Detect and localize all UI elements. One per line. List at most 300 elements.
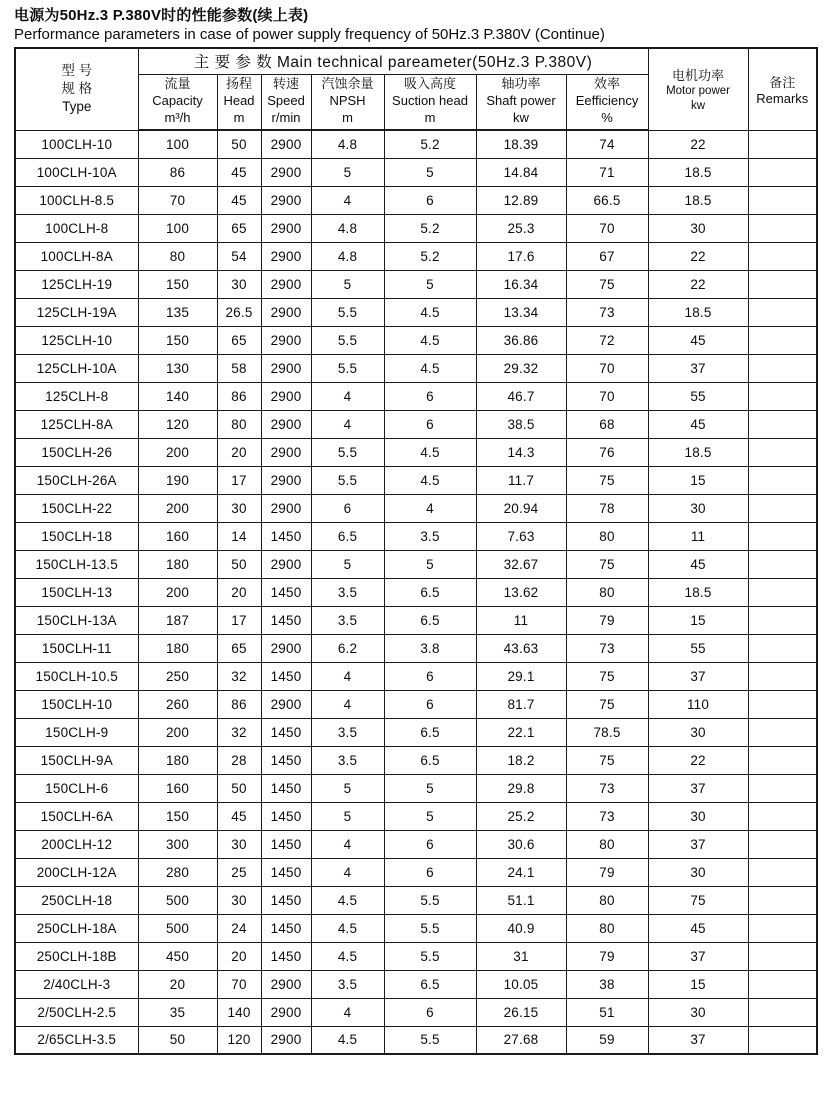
cell-capacity: 86 xyxy=(138,158,217,186)
cell-capacity: 250 xyxy=(138,662,217,690)
table-row xyxy=(15,1026,817,1054)
cell-suction-head: 6 xyxy=(384,410,476,438)
cell-type: 150CLH-26 xyxy=(15,438,138,466)
cell-type: 250CLH-18B xyxy=(15,942,138,970)
cell-head: 17 xyxy=(217,466,261,494)
cell-remarks xyxy=(748,998,817,1026)
table-row xyxy=(15,662,817,690)
cell-remarks xyxy=(748,1026,817,1054)
cell-shaft-power: 27.68 xyxy=(476,1026,566,1054)
cell-speed: 2900 xyxy=(261,998,311,1026)
cell-remarks xyxy=(748,438,817,466)
cell-suction-head: 5 xyxy=(384,550,476,578)
cell-head: 24 xyxy=(217,914,261,942)
header-row-group xyxy=(15,48,817,74)
cell-remarks xyxy=(748,382,817,410)
table-row xyxy=(15,942,817,970)
cell-suction-head: 6 xyxy=(384,830,476,858)
cell-speed: 2900 xyxy=(261,438,311,466)
cell-head: 65 xyxy=(217,326,261,354)
cell-shaft-power: 18.39 xyxy=(476,130,566,158)
cell-capacity: 20 xyxy=(138,970,217,998)
cell-npsh: 5.5 xyxy=(311,438,384,466)
cell-motor-power: 22 xyxy=(648,242,748,270)
cell-efficiency: 73 xyxy=(566,634,648,662)
table-row xyxy=(15,158,817,186)
cell-head: 86 xyxy=(217,690,261,718)
cell-npsh: 4.5 xyxy=(311,942,384,970)
table-row xyxy=(15,802,817,830)
cell-capacity: 100 xyxy=(138,214,217,242)
cell-type: 150CLH-26A xyxy=(15,466,138,494)
cell-capacity: 300 xyxy=(138,830,217,858)
table-row xyxy=(15,914,817,942)
cell-speed: 1450 xyxy=(261,942,311,970)
cell-type: 150CLH-10 xyxy=(15,690,138,718)
cell-type: 200CLH-12 xyxy=(15,830,138,858)
cell-shaft-power: 43.63 xyxy=(476,634,566,662)
cell-shaft-power: 31 xyxy=(476,942,566,970)
cell-shaft-power: 29.8 xyxy=(476,774,566,802)
cell-head: 30 xyxy=(217,830,261,858)
column-header-speed: 转速 Speed r/min xyxy=(261,74,311,130)
cell-suction-head: 5.2 xyxy=(384,242,476,270)
table-row xyxy=(15,970,817,998)
cell-motor-power: 37 xyxy=(648,1026,748,1054)
cell-motor-power: 30 xyxy=(648,214,748,242)
cell-efficiency: 73 xyxy=(566,298,648,326)
table-row xyxy=(15,270,817,298)
cell-type: 100CLH-8.5 xyxy=(15,186,138,214)
cell-motor-power: 30 xyxy=(648,858,748,886)
cell-efficiency: 72 xyxy=(566,326,648,354)
cell-npsh: 5 xyxy=(311,774,384,802)
cell-efficiency: 75 xyxy=(566,270,648,298)
table-header xyxy=(15,48,817,130)
cell-speed: 2900 xyxy=(261,410,311,438)
cell-head: 50 xyxy=(217,774,261,802)
table-row xyxy=(15,242,817,270)
table-row xyxy=(15,550,817,578)
cell-remarks xyxy=(748,242,817,270)
cell-type: 100CLH-8A xyxy=(15,242,138,270)
cell-type: 150CLH-6 xyxy=(15,774,138,802)
cell-motor-power: 18.5 xyxy=(648,578,748,606)
cell-capacity: 135 xyxy=(138,298,217,326)
column-header-remarks xyxy=(748,48,817,130)
cell-remarks xyxy=(748,634,817,662)
cell-type: 100CLH-10A xyxy=(15,158,138,186)
group-header-main-parameters: 主 要 参 数 Main technical pareameter(50Hz.3 P.380V) xyxy=(138,48,648,74)
cell-head: 65 xyxy=(217,214,261,242)
cell-suction-head: 5 xyxy=(384,158,476,186)
cell-head: 32 xyxy=(217,662,261,690)
cell-speed: 1450 xyxy=(261,886,311,914)
cell-type: 150CLH-6A xyxy=(15,802,138,830)
cell-capacity: 50 xyxy=(138,1026,217,1054)
cell-shaft-power: 40.9 xyxy=(476,914,566,942)
cell-shaft-power: 38.5 xyxy=(476,410,566,438)
cell-suction-head: 6 xyxy=(384,186,476,214)
cell-remarks xyxy=(748,298,817,326)
cell-motor-power: 22 xyxy=(648,270,748,298)
cell-efficiency: 75 xyxy=(566,466,648,494)
cell-head: 26.5 xyxy=(217,298,261,326)
cell-npsh: 5.5 xyxy=(311,466,384,494)
cell-npsh: 5 xyxy=(311,550,384,578)
cell-suction-head: 6.5 xyxy=(384,718,476,746)
cell-shaft-power: 30.6 xyxy=(476,830,566,858)
cell-npsh: 3.5 xyxy=(311,970,384,998)
cell-shaft-power: 25.3 xyxy=(476,214,566,242)
cell-motor-power: 15 xyxy=(648,606,748,634)
cell-remarks xyxy=(748,550,817,578)
cell-capacity: 150 xyxy=(138,326,217,354)
cell-capacity: 130 xyxy=(138,354,217,382)
cell-npsh: 3.5 xyxy=(311,606,384,634)
cell-capacity: 450 xyxy=(138,942,217,970)
cell-suction-head: 6.5 xyxy=(384,746,476,774)
cell-efficiency: 80 xyxy=(566,522,648,550)
cell-remarks xyxy=(748,662,817,690)
cell-capacity: 80 xyxy=(138,242,217,270)
cell-speed: 2900 xyxy=(261,270,311,298)
cell-head: 70 xyxy=(217,970,261,998)
cell-motor-power: 37 xyxy=(648,662,748,690)
cell-suction-head: 5 xyxy=(384,802,476,830)
cell-head: 17 xyxy=(217,606,261,634)
cell-efficiency: 78.5 xyxy=(566,718,648,746)
cell-remarks xyxy=(748,410,817,438)
cell-capacity: 160 xyxy=(138,522,217,550)
column-header-motor-power-cn: 电机功率 xyxy=(672,67,725,83)
cell-motor-power: 37 xyxy=(648,942,748,970)
cell-speed: 2900 xyxy=(261,214,311,242)
table-row xyxy=(15,998,817,1026)
table-row xyxy=(15,466,817,494)
table-row xyxy=(15,746,817,774)
cell-capacity: 120 xyxy=(138,410,217,438)
cell-capacity: 190 xyxy=(138,466,217,494)
cell-npsh: 4.5 xyxy=(311,886,384,914)
cell-npsh: 4 xyxy=(311,830,384,858)
cell-speed: 1450 xyxy=(261,858,311,886)
table-row xyxy=(15,690,817,718)
cell-efficiency: 73 xyxy=(566,774,648,802)
cell-npsh: 5 xyxy=(311,802,384,830)
cell-speed: 1450 xyxy=(261,718,311,746)
cell-efficiency: 59 xyxy=(566,1026,648,1054)
cell-suction-head: 5.5 xyxy=(384,1026,476,1054)
cell-motor-power: 30 xyxy=(648,998,748,1026)
column-header-motor-power xyxy=(648,48,748,130)
cell-speed: 2900 xyxy=(261,382,311,410)
cell-npsh: 4.8 xyxy=(311,242,384,270)
cell-efficiency: 79 xyxy=(566,858,648,886)
cell-head: 140 xyxy=(217,998,261,1026)
cell-npsh: 4 xyxy=(311,186,384,214)
cell-speed: 2900 xyxy=(261,130,311,158)
cell-shaft-power: 13.62 xyxy=(476,578,566,606)
cell-head: 45 xyxy=(217,158,261,186)
cell-remarks xyxy=(748,466,817,494)
cell-suction-head: 4.5 xyxy=(384,466,476,494)
cell-head: 80 xyxy=(217,410,261,438)
cell-head: 54 xyxy=(217,242,261,270)
column-header-suction-head: 吸入高度 Suction head m xyxy=(384,74,476,130)
cell-type: 150CLH-13.5 xyxy=(15,550,138,578)
cell-remarks xyxy=(748,606,817,634)
cell-remarks xyxy=(748,494,817,522)
cell-shaft-power: 24.1 xyxy=(476,858,566,886)
cell-suction-head: 4.5 xyxy=(384,298,476,326)
cell-shaft-power: 20.94 xyxy=(476,494,566,522)
cell-npsh: 3.5 xyxy=(311,746,384,774)
cell-shaft-power: 26.15 xyxy=(476,998,566,1026)
column-header-motor-power-en: Motor power xyxy=(666,84,730,97)
table-row xyxy=(15,214,817,242)
cell-remarks xyxy=(748,214,817,242)
cell-remarks xyxy=(748,578,817,606)
cell-shaft-power: 25.2 xyxy=(476,802,566,830)
cell-capacity: 35 xyxy=(138,998,217,1026)
cell-npsh: 5.5 xyxy=(311,298,384,326)
cell-capacity: 200 xyxy=(138,438,217,466)
cell-suction-head: 5 xyxy=(384,270,476,298)
cell-head: 20 xyxy=(217,438,261,466)
cell-efficiency: 74 xyxy=(566,130,648,158)
cell-motor-power: 45 xyxy=(648,550,748,578)
cell-npsh: 4.5 xyxy=(311,914,384,942)
cell-efficiency: 66.5 xyxy=(566,186,648,214)
table-row xyxy=(15,858,817,886)
cell-npsh: 4.8 xyxy=(311,214,384,242)
cell-remarks xyxy=(748,746,817,774)
cell-speed: 1450 xyxy=(261,606,311,634)
cell-speed: 2900 xyxy=(261,494,311,522)
cell-shaft-power: 46.7 xyxy=(476,382,566,410)
cell-speed: 2900 xyxy=(261,550,311,578)
cell-head: 58 xyxy=(217,354,261,382)
cell-speed: 2900 xyxy=(261,466,311,494)
cell-efficiency: 70 xyxy=(566,214,648,242)
cell-npsh: 4 xyxy=(311,998,384,1026)
table-row xyxy=(15,774,817,802)
cell-head: 86 xyxy=(217,382,261,410)
cell-suction-head: 4 xyxy=(384,494,476,522)
cell-npsh: 4 xyxy=(311,858,384,886)
cell-efficiency: 80 xyxy=(566,578,648,606)
cell-efficiency: 80 xyxy=(566,830,648,858)
cell-efficiency: 51 xyxy=(566,998,648,1026)
cell-head: 32 xyxy=(217,718,261,746)
cell-remarks xyxy=(748,326,817,354)
cell-efficiency: 75 xyxy=(566,690,648,718)
cell-npsh: 5.5 xyxy=(311,354,384,382)
cell-motor-power: 75 xyxy=(648,886,748,914)
table-row xyxy=(15,438,817,466)
cell-npsh: 6 xyxy=(311,494,384,522)
cell-npsh: 3.5 xyxy=(311,718,384,746)
cell-capacity: 180 xyxy=(138,746,217,774)
cell-remarks xyxy=(748,130,817,158)
cell-remarks xyxy=(748,914,817,942)
cell-type: 125CLH-19A xyxy=(15,298,138,326)
cell-remarks xyxy=(748,522,817,550)
cell-shaft-power: 81.7 xyxy=(476,690,566,718)
cell-speed: 2900 xyxy=(261,186,311,214)
cell-suction-head: 4.5 xyxy=(384,438,476,466)
cell-head: 65 xyxy=(217,634,261,662)
column-header-npsh: 汽蚀余量 NPSH m xyxy=(311,74,384,130)
cell-motor-power: 110 xyxy=(648,690,748,718)
table-row xyxy=(15,718,817,746)
cell-capacity: 150 xyxy=(138,802,217,830)
cell-suction-head: 4.5 xyxy=(384,354,476,382)
cell-suction-head: 5.5 xyxy=(384,914,476,942)
table-row xyxy=(15,326,817,354)
cell-capacity: 180 xyxy=(138,634,217,662)
cell-shaft-power: 29.1 xyxy=(476,662,566,690)
cell-type: 2/50CLH-2.5 xyxy=(15,998,138,1026)
cell-efficiency: 80 xyxy=(566,886,648,914)
cell-shaft-power: 14.3 xyxy=(476,438,566,466)
cell-capacity: 180 xyxy=(138,550,217,578)
table-body xyxy=(15,130,817,1054)
cell-speed: 1450 xyxy=(261,774,311,802)
cell-efficiency: 80 xyxy=(566,914,648,942)
cell-motor-power: 37 xyxy=(648,774,748,802)
cell-npsh: 5 xyxy=(311,270,384,298)
cell-motor-power: 22 xyxy=(648,130,748,158)
cell-speed: 2900 xyxy=(261,690,311,718)
table-row xyxy=(15,886,817,914)
cell-suction-head: 6 xyxy=(384,662,476,690)
cell-shaft-power: 36.86 xyxy=(476,326,566,354)
cell-efficiency: 75 xyxy=(566,550,648,578)
cell-motor-power: 30 xyxy=(648,718,748,746)
cell-shaft-power: 12.89 xyxy=(476,186,566,214)
cell-type: 200CLH-12A xyxy=(15,858,138,886)
cell-type: 125CLH-10A xyxy=(15,354,138,382)
table-row xyxy=(15,830,817,858)
cell-remarks xyxy=(748,942,817,970)
cell-head: 120 xyxy=(217,1026,261,1054)
cell-head: 45 xyxy=(217,186,261,214)
table-row xyxy=(15,410,817,438)
cell-motor-power: 37 xyxy=(648,354,748,382)
cell-remarks xyxy=(748,802,817,830)
cell-motor-power: 18.5 xyxy=(648,186,748,214)
cell-shaft-power: 32.67 xyxy=(476,550,566,578)
cell-shaft-power: 14.84 xyxy=(476,158,566,186)
cell-motor-power: 22 xyxy=(648,746,748,774)
cell-capacity: 187 xyxy=(138,606,217,634)
cell-speed: 1450 xyxy=(261,662,311,690)
cell-remarks xyxy=(748,774,817,802)
cell-head: 50 xyxy=(217,550,261,578)
table-row xyxy=(15,186,817,214)
cell-type: 2/40CLH-3 xyxy=(15,970,138,998)
cell-efficiency: 68 xyxy=(566,410,648,438)
table-row xyxy=(15,494,817,522)
cell-suction-head: 6.5 xyxy=(384,578,476,606)
cell-remarks xyxy=(748,886,817,914)
cell-remarks xyxy=(748,186,817,214)
cell-type: 150CLH-11 xyxy=(15,634,138,662)
cell-suction-head: 6 xyxy=(384,998,476,1026)
cell-capacity: 500 xyxy=(138,886,217,914)
cell-type: 150CLH-13 xyxy=(15,578,138,606)
performance-parameters-table xyxy=(14,47,818,1055)
cell-npsh: 4 xyxy=(311,410,384,438)
cell-type: 125CLH-19 xyxy=(15,270,138,298)
cell-shaft-power: 22.1 xyxy=(476,718,566,746)
cell-suction-head: 5.5 xyxy=(384,942,476,970)
cell-speed: 1450 xyxy=(261,914,311,942)
cell-shaft-power: 11 xyxy=(476,606,566,634)
cell-speed: 2900 xyxy=(261,354,311,382)
cell-npsh: 5 xyxy=(311,158,384,186)
cell-speed: 2900 xyxy=(261,1026,311,1054)
cell-type: 100CLH-10 xyxy=(15,130,138,158)
cell-speed: 2900 xyxy=(261,970,311,998)
cell-efficiency: 70 xyxy=(566,354,648,382)
cell-motor-power: 45 xyxy=(648,410,748,438)
cell-type: 150CLH-18 xyxy=(15,522,138,550)
cell-efficiency: 75 xyxy=(566,746,648,774)
column-header-shaft-power: 轴功率 Shaft power kw xyxy=(476,74,566,130)
cell-motor-power: 18.5 xyxy=(648,438,748,466)
cell-type: 150CLH-9A xyxy=(15,746,138,774)
cell-shaft-power: 16.34 xyxy=(476,270,566,298)
cell-suction-head: 6 xyxy=(384,382,476,410)
cell-motor-power: 18.5 xyxy=(648,158,748,186)
cell-motor-power: 30 xyxy=(648,494,748,522)
cell-head: 30 xyxy=(217,886,261,914)
cell-remarks xyxy=(748,718,817,746)
cell-remarks xyxy=(748,158,817,186)
cell-efficiency: 71 xyxy=(566,158,648,186)
cell-motor-power: 55 xyxy=(648,382,748,410)
cell-motor-power: 45 xyxy=(648,914,748,942)
cell-npsh: 4 xyxy=(311,662,384,690)
cell-head: 14 xyxy=(217,522,261,550)
cell-motor-power: 55 xyxy=(648,634,748,662)
cell-type: 2/65CLH-3.5 xyxy=(15,1026,138,1054)
cell-speed: 1450 xyxy=(261,522,311,550)
cell-suction-head: 4.5 xyxy=(384,326,476,354)
cell-capacity: 500 xyxy=(138,914,217,942)
cell-suction-head: 6 xyxy=(384,858,476,886)
cell-suction-head: 3.5 xyxy=(384,522,476,550)
table-row xyxy=(15,130,817,158)
cell-efficiency: 75 xyxy=(566,662,648,690)
column-header-type-cn1: 型 号 xyxy=(61,62,93,78)
column-header-remarks-en: Remarks xyxy=(756,91,809,107)
table-row xyxy=(15,382,817,410)
cell-motor-power: 11 xyxy=(648,522,748,550)
cell-suction-head: 5.2 xyxy=(384,214,476,242)
cell-shaft-power: 10.05 xyxy=(476,970,566,998)
cell-shaft-power: 17.6 xyxy=(476,242,566,270)
cell-suction-head: 5.5 xyxy=(384,886,476,914)
cell-shaft-power: 7.63 xyxy=(476,522,566,550)
cell-npsh: 4 xyxy=(311,690,384,718)
cell-efficiency: 76 xyxy=(566,438,648,466)
cell-remarks xyxy=(748,270,817,298)
cell-npsh: 6.5 xyxy=(311,522,384,550)
